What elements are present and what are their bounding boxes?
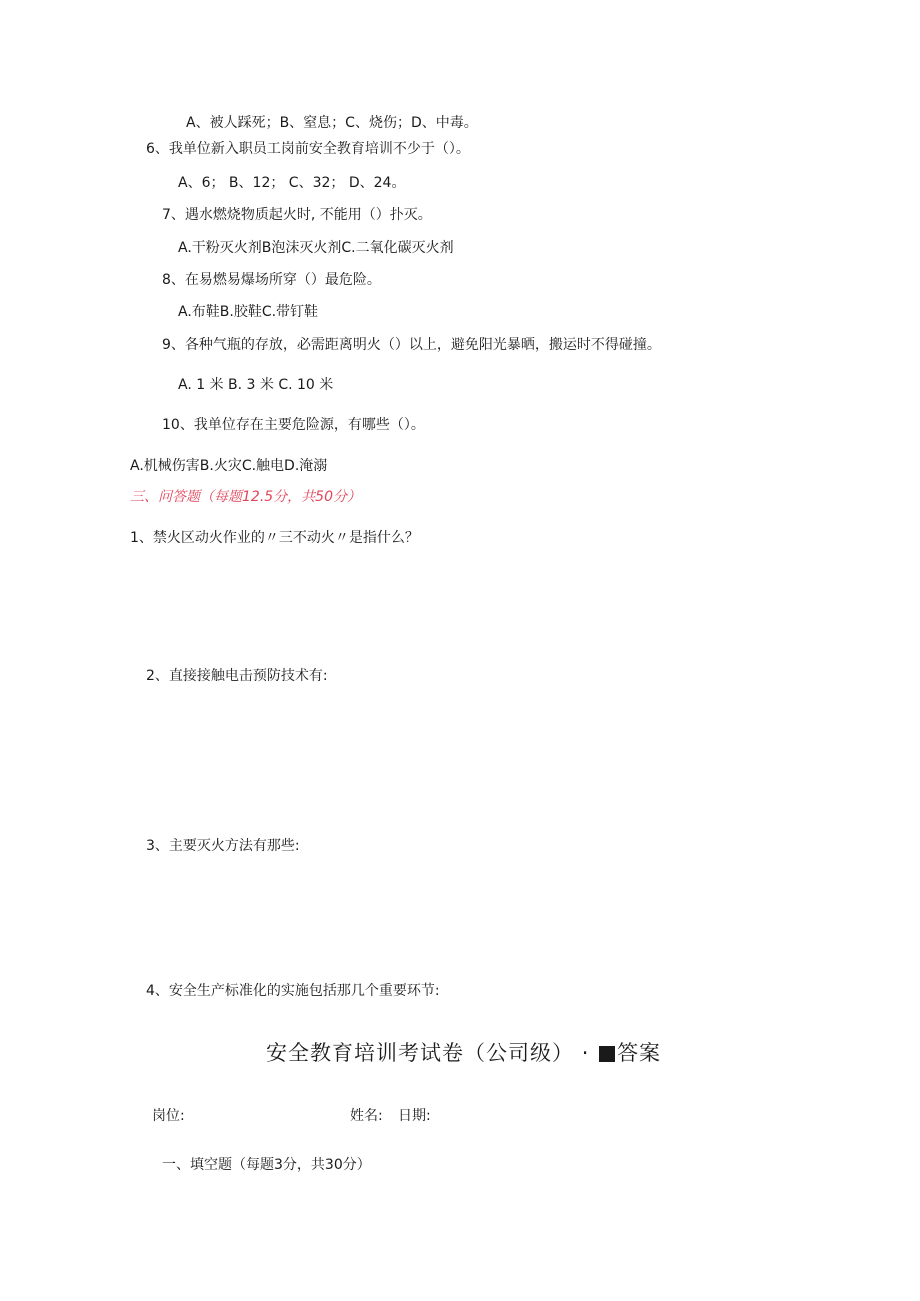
black-square-icon xyxy=(599,1046,615,1062)
q6-options: A、6； B、12； C、32； D、24。 xyxy=(178,175,406,191)
section-1-heading: 一、填空题（每题3分，共30分） xyxy=(162,1157,371,1173)
q7-options: A.干粉灭火剂B泡沫灭火剂C.二氧化碳灭火剂 xyxy=(178,240,454,256)
title-separator: · xyxy=(581,1041,590,1065)
short-question-1: 1、禁火区动火作业的〃三不动火〃是指什么？ xyxy=(130,530,419,546)
question-8: 8、在易燃易爆场所穿（）最危险。 xyxy=(162,272,381,288)
question-6: 6、我单位新入职员工岗前安全教育培训不少于（）。 xyxy=(146,141,470,157)
q8-options: A.布鞋B.胶鞋C.带钉鞋 xyxy=(178,304,319,320)
title-main: 安全教育培训考试卷（公司级） xyxy=(266,1041,574,1065)
post-label: 岗位: xyxy=(152,1108,185,1124)
section-3-heading: 三、问答题（每题12.5分，共50分） xyxy=(130,489,361,505)
title-suffix: 答案 xyxy=(617,1041,662,1065)
short-question-2: 2、直接接触电击预防技术有: xyxy=(146,668,328,684)
q10-options: A.机械伤害B.火灾C.触电D.淹溺 xyxy=(130,458,328,474)
question-9: 9、各种气瓶的存放，必需距离明火（）以上，避免阳光暴晒，搬运时不得碰撞。 xyxy=(162,337,661,353)
q5-options: A、被人踩死；B、窒息；C、烧伤；D、中毒。 xyxy=(186,115,478,131)
name-label: 姓名: xyxy=(350,1108,383,1124)
question-7: 7、遇水燃烧物质起火时, 不能用（）扑灭。 xyxy=(162,207,432,223)
answer-sheet-title xyxy=(266,1040,661,1066)
question-10: 10、我单位存在主要危险源，有哪些（）。 xyxy=(162,417,425,433)
q9-options: A. 1 米 B. 3 米 C. 10 米 xyxy=(178,377,334,393)
short-question-3: 3、主要灭火方法有那些: xyxy=(146,838,300,854)
short-question-4: 4、安全生产标准化的实施包括那几个重要环节: xyxy=(146,983,440,999)
date-label: 日期: xyxy=(398,1108,431,1124)
